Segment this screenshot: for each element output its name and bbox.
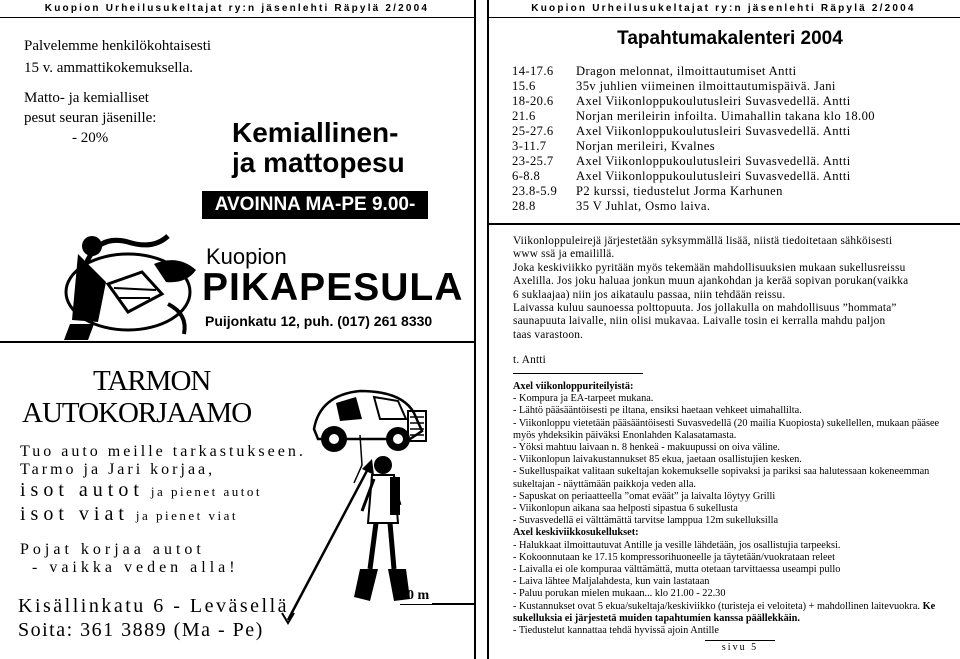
- axel-items-2: [513, 540, 956, 625]
- promo-line-1: Palvelemme henkilökohtaisesti: [24, 38, 212, 54]
- open-hours-banner: AVOINNA MA-PE 9.00-17.30: [202, 191, 428, 219]
- event-date: 6-8.8: [512, 169, 541, 183]
- paragraph-line: Axelilla. Jos joku haluaa jonkun muun ajankohdan ja kerää sopivan porukan(vaikka: [513, 275, 909, 288]
- event-text: Norjan merileiri, Kvalnes: [576, 139, 716, 153]
- direction-arrow: [280, 455, 380, 625]
- signature-rule: [513, 373, 643, 374]
- list-item: - Sukelluspaikat valitaan sukeltajan kokemukselle sopivaksi ja pariksi saa halutessaan kokeneemman sukeltajan - näyttämään paikkoja veden alla.: [513, 466, 930, 490]
- calendar-paragraph: [513, 235, 958, 342]
- event-text: Norjan merileirin infoilta. Uimahallin takana klo 18.00: [576, 109, 875, 123]
- tarmon-line-4b: ja pienet viat: [135, 508, 239, 523]
- calendar-event: [512, 109, 875, 124]
- event-text: Axel Viikonloppukoulutusleiri Suvasvedellä. Antti: [576, 169, 851, 183]
- tarmon-line-3b: ja pienet autot: [150, 484, 263, 499]
- list-item: - Laiva lähtee Maljalahdesta, kun vain lastataan: [513, 576, 710, 588]
- offer-line-1: Matto- ja kemialliset: [24, 90, 149, 106]
- list-item: - Viikonloppu vietetään pääsääntöisesti Suvasvedellä (20 mailia Kuopiosta) sukellellen, mukaan pääsee myös yhdeksikin päiväksi Enonlahden Kalasatamasta.: [513, 417, 940, 441]
- event-date: 23-25.7: [512, 154, 554, 168]
- axel-last-item: - Tiedustelut kannattaa tehdä hyvissä ajoin Antille: [513, 625, 719, 637]
- list-item: - Kompura ja EA-tarpeet mukana.: [513, 393, 654, 405]
- list-item: - Halukkaat ilmoittautuvat Antille ja vesille lähdetään, jos osallistujia tarpeeksi.: [513, 539, 841, 551]
- bold-note-inline: Ke sukelluksia ei järjestetä muiden tapahtumien kanssa päällekkäin.: [513, 600, 936, 624]
- right-column-rule: [487, 0, 489, 659]
- right-header: Kuopion Urheilusukeltajat ry:n jäsenlehti Räpylä 2/2004: [487, 0, 960, 18]
- list-item: - Viikonlopun aikana saa helposti sipastua 6 sukellusta: [513, 503, 738, 515]
- calendar-title: Tapahtumakalenteri 2004: [617, 28, 843, 49]
- list-item: - Kokoonnutaan ke 17.15 kompressorihuoneelle ja täytetään/vuokrataan releet: [513, 551, 835, 563]
- logo-pikapesula: PIKAPESULA: [202, 266, 464, 309]
- event-text: Axel Viikonloppukoulutusleiri Suvasvedellä. Antti: [576, 154, 851, 168]
- tarmon-line-6: - vaikka veden alla!: [32, 559, 239, 576]
- axel-heading-2: Axel keskiviikkosukellukset:: [513, 527, 639, 539]
- calendar-event: [512, 139, 715, 154]
- event-date: 18-20.6: [512, 94, 554, 108]
- paragraph-line: Joka keskiviikko pyritään myös tekemään mahdollisuuksien mukaan sukellusreissu: [513, 261, 906, 274]
- event-text: P2 kurssi, tiedustelut Jorma Karhunen: [576, 184, 783, 198]
- list-item: - Suvasvedellä ei välttämättä tarvitse lamppua 12m sukelluksilla: [513, 515, 779, 527]
- kemiallinen-title-1: Kemiallinen-: [232, 117, 399, 148]
- list-item: - Kustannukset ovat 5 ekua/sukeltaja/keskiviikko (turisteja ei veloiteta) + mahdollinen laitevuokra. Ke sukelluksia ei järjestetä muiden tapahtumien kanssa päällekkäin.: [513, 600, 936, 624]
- offer-line-2: pesut seuran jäsenille:: [24, 110, 157, 126]
- paragraph-line: Laivassa kuluu saunoessa polttopuuta. Jos jollakulla on mahdollisuus ”hommata”: [513, 302, 897, 315]
- event-date: 3-11.7: [512, 139, 547, 153]
- left-column-rule: [474, 0, 476, 659]
- paragraph-line: taas varastoon.: [513, 328, 584, 341]
- calendar-event: [512, 154, 851, 169]
- list-item: - Laivalla ei ole kompuraa välttämättä, mutta otetaan tarvittaessa useampi pullo: [513, 564, 841, 576]
- calendar-rule: [489, 223, 960, 225]
- calendar-event: [512, 79, 836, 94]
- event-text: 35v juhlien viimeinen ilmoittautumispäivä. Jani: [576, 79, 836, 93]
- offer-line-3: - 20%: [72, 130, 109, 146]
- event-date: 23.8-5.9: [512, 184, 558, 198]
- tarmon-phone: Soita: 361 3889 (Ma - Pe): [18, 619, 264, 641]
- axel-heading: Axel viikonloppuriteilyistä:: [513, 381, 634, 392]
- tarmon-ad: [0, 343, 474, 659]
- paragraph-line: saunapuuta laivalle, niin olisi mukavaa. Laivalle tosin ei kerralla mahdu paljon: [513, 315, 886, 328]
- list-item: - Sapuskat on periaatteella ”omat eväät” ja laivalta löytyy Grilli: [513, 490, 776, 502]
- tarmon-line-4a: isot viat: [20, 503, 129, 525]
- pikapesu-address: Puijonkatu 12, puh. (017) 261 8330: [205, 313, 433, 329]
- tarmon-line-1: Tuo auto meille tarkastukseen.: [20, 443, 306, 460]
- promo-line-2: 15 v. ammattikokemuksella.: [24, 60, 193, 76]
- tarmon-name-line-2: AUTOKORJAAMO: [22, 397, 252, 429]
- footer-rule: [705, 640, 775, 641]
- calendar-signature: t. Antti: [513, 354, 546, 366]
- pikapesu-ad: [0, 18, 474, 338]
- tarmon-name-line-1: TARMON: [93, 365, 211, 397]
- tarmon-line-5: Pojat korjaa autot: [20, 541, 205, 558]
- page-number: sivu 5: [721, 642, 759, 653]
- tarmon-line-3: [20, 479, 262, 502]
- calendar-event: [512, 64, 797, 79]
- tarmon-line-4: [20, 503, 238, 526]
- paragraph-line: www ssä ja emailillä.: [513, 248, 615, 261]
- event-text: Axel Viikonloppukoulutusleiri Suvasvedellä. Antti: [576, 94, 851, 108]
- event-date: 28.8: [512, 199, 536, 213]
- paragraph-line: Viikonloppuleirejä järjestetään syksymmällä lisää, niistä tiedoitetaan sähköisesti: [513, 235, 893, 247]
- washer-mascot-illustration: [58, 224, 208, 342]
- paragraph-line: 6 suklaajaa) niin jos aikataulu passaa, niin tehdään reissu.: [513, 288, 786, 301]
- axel-section: [513, 381, 956, 637]
- left-header: Kuopion Urheilusukeltajat ry:n jäsenlehti Räpylä 2/2004: [0, 0, 474, 18]
- depth-marker: [432, 603, 474, 605]
- event-date: 15.6: [512, 79, 536, 93]
- calendar-event: [512, 184, 783, 199]
- logo-kuopion: Kuopion: [206, 244, 287, 269]
- event-date: 21.6: [512, 109, 536, 123]
- event-text: Axel Viikonloppukoulutusleiri Suvasvedellä. Antti: [576, 124, 851, 138]
- tarmon-line-2: Tarmo ja Jari korjaa,: [20, 461, 216, 478]
- calendar-event: [512, 124, 851, 139]
- depth-label: 30 m: [400, 588, 436, 605]
- list-item: - Yöksi mahtuu laivaan n. 8 henkeä - makuupussi on oiva väline.: [513, 442, 780, 454]
- event-text: 35 V Juhlat, Osmo laiva.: [576, 199, 711, 213]
- calendar-event: [512, 94, 851, 109]
- list-item: - Lähtö pääsääntöisesti pe iltana, ensiksi haetaan vehkeet uimahallilta.: [513, 405, 802, 417]
- event-date: 25-27.6: [512, 124, 554, 138]
- calendar-event: [512, 169, 851, 184]
- axel-items: [513, 393, 956, 527]
- tarmon-address: Kisällinkatu 6 - Leväsellä: [18, 595, 290, 617]
- tarmon-line-3a: isot autot: [20, 479, 144, 501]
- event-text: Dragon melonnat, ilmoittautumiset Antti: [576, 64, 797, 78]
- list-item: - Viikonlopun laivakustannukset 85 ekua, jaetaan osallistujien kesken.: [513, 454, 802, 466]
- calendar-event: [512, 199, 710, 214]
- kemiallinen-title-2: ja mattopesu: [232, 147, 405, 178]
- list-item: - Paluu porukan mielen mukaan... klo 21.00 - 22.30: [513, 588, 726, 600]
- event-date: 14-17.6: [512, 64, 554, 78]
